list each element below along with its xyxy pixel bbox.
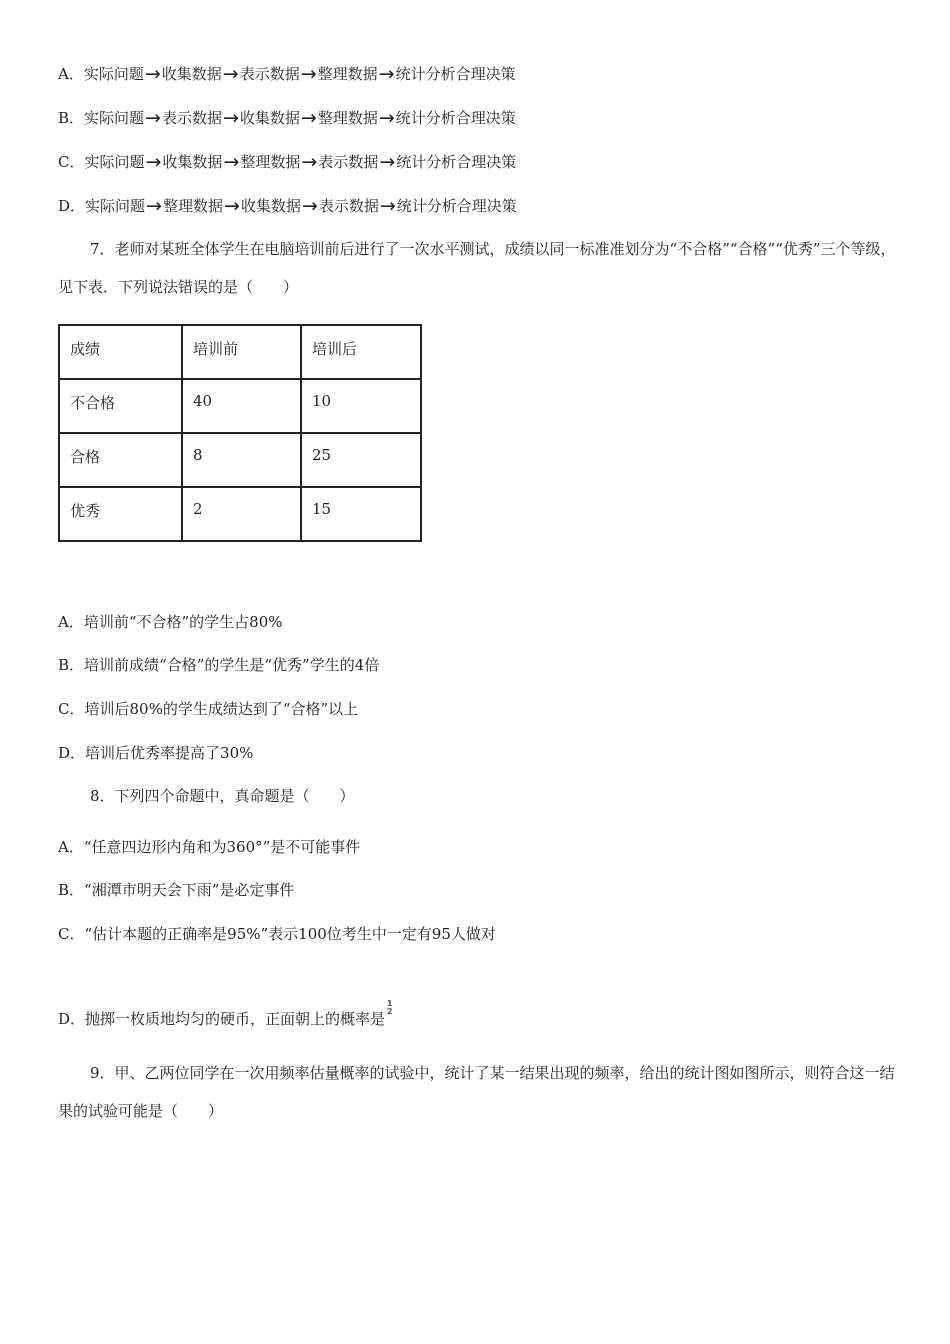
table-row (59, 487, 421, 541)
arrow-right-icon: → (300, 63, 317, 85)
q8-option-d-text: D．抛掷一枚质地均匀的硬币，正面朝上的概率是 (58, 1010, 386, 1028)
table-cell: 15 (301, 487, 421, 541)
table-row (59, 433, 421, 487)
table-header-cell: 培训前 (182, 325, 301, 379)
arrow-right-icon: → (300, 107, 317, 129)
arrow-right-icon: → (222, 63, 239, 85)
arrow-right-icon: → (145, 107, 161, 129)
table-cell: 10 (301, 379, 421, 433)
q7-option-d: D．培训后优秀率提高了30% (58, 744, 254, 762)
table-cell: 40 (182, 379, 301, 433)
q6-option-a: A．实际问题→收集数据→表示数据→整理数据→统计分析合理决策 (58, 63, 516, 85)
arrow-right-icon: → (301, 195, 318, 217)
table-cell: 不合格 (59, 379, 182, 433)
table-header-cell: 培训后 (301, 325, 421, 379)
arrow-right-icon: → (145, 151, 162, 173)
arrow-right-icon: → (146, 195, 162, 217)
arrow-right-icon: → (223, 151, 240, 173)
q6-option-b: B．实际问题→表示数据→收集数据→整理数据→统计分析合理决策 (58, 107, 516, 129)
table-cell: 2 (182, 487, 301, 541)
q6-option-c: C．实际问题→收集数据→整理数据→表示数据→统计分析合理决策 (58, 151, 517, 173)
table-header-cell: 成绩 (59, 325, 182, 379)
q7-option-c: C．培训后80%的学生成绩达到了“合格”以上 (58, 700, 359, 718)
q7-option-b: B．培训前成绩“合格”的学生是“优秀”学生的4倍 (58, 656, 380, 674)
q8-option-d (58, 1000, 393, 1029)
arrow-right-icon: → (379, 151, 396, 173)
arrow-right-icon: → (144, 63, 161, 85)
table-cell: 合格 (59, 433, 182, 487)
grade-table (58, 324, 422, 542)
table-cell: 优秀 (59, 487, 182, 541)
table-cell: 25 (301, 433, 421, 487)
table-cell: 8 (182, 433, 301, 487)
arrow-right-icon: → (378, 107, 395, 129)
q7-stem: 7．老师对某班全体学生在电脑培训前后进行了一次水平测试，成绩以同一标准准划分为“不合格”“合格”“优秀”三个等级，见下表．下列说法错误的是（ ） (58, 240, 896, 296)
q7-option-a: A．培训前“不合格”的学生占80% (58, 613, 283, 631)
arrow-right-icon: → (379, 195, 396, 217)
arrow-right-icon: → (378, 63, 395, 85)
arrow-right-icon: → (223, 195, 240, 217)
q6-option-d: D．实际问题→整理数据→收集数据→表示数据→统计分析合理决策 (58, 195, 517, 217)
table-header-row (59, 325, 421, 379)
q8-option-a: A．“任意四边形内角和为360°”是不可能事件 (58, 838, 361, 856)
q8-option-c: C．“估计本题的正确率是95%”表示100位考生中一定有95人做对 (58, 925, 496, 943)
arrow-right-icon: → (301, 151, 318, 173)
q8-stem: 8．下列四个命题中，真命题是（ ） (90, 787, 355, 805)
fraction-one-half: 1 2 (387, 999, 393, 1016)
table-row (59, 379, 421, 433)
q8-option-b: B．“湘潭市明天会下雨”是必定事件 (58, 881, 295, 899)
arrow-right-icon: → (222, 107, 239, 129)
q9-stem: 9．甲、乙两位同学在一次用频率估量概率的试验中，统计了某一结果出现的频率，给出的统计图如图所示，则符合这一结果的试验可能是（ ） (58, 1064, 895, 1120)
